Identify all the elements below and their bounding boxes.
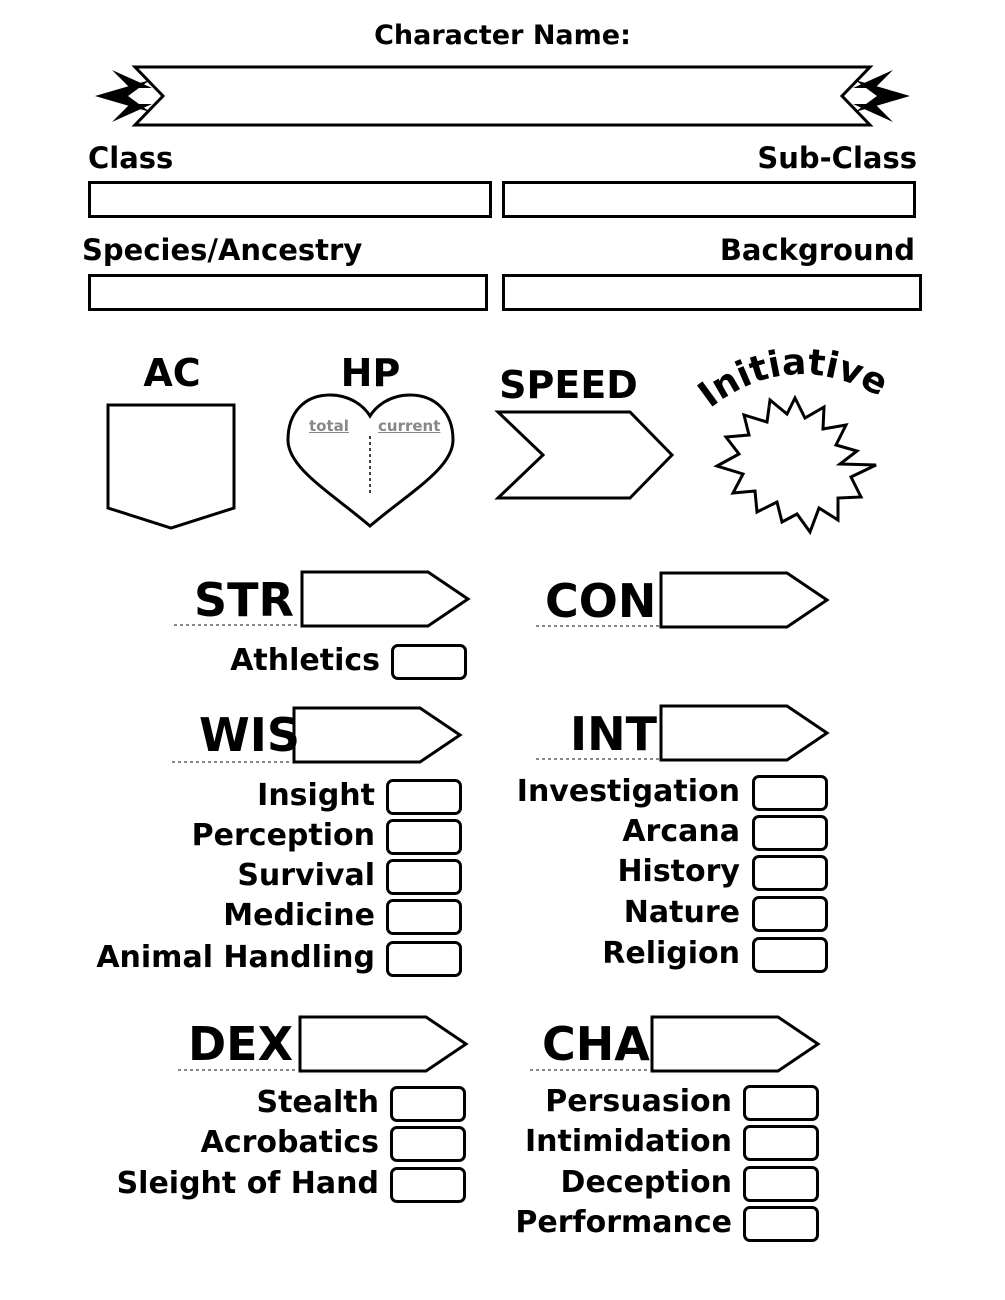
skill-box-performance[interactable] [743, 1206, 819, 1242]
skill-box-acrobatics[interactable] [390, 1126, 466, 1162]
wis-score-field[interactable] [298, 712, 418, 758]
int-score-field[interactable] [665, 710, 785, 756]
con-label: CON [545, 574, 657, 628]
skill-label-survival: Survival [237, 858, 375, 893]
hp-total-label: total [309, 417, 349, 435]
skill-label-insight: Insight [257, 778, 375, 813]
skill-label-persuasion: Persuasion [545, 1084, 732, 1119]
ac-label: AC [143, 351, 201, 395]
skill-box-insight[interactable] [386, 779, 462, 815]
str-score-field[interactable] [306, 576, 426, 622]
subclass-label: Sub-Class [757, 141, 917, 175]
skill-box-deception[interactable] [743, 1166, 819, 1202]
species-label: Species/Ancestry [82, 233, 363, 267]
skill-label-history: History [617, 854, 740, 889]
character-name-label: Character Name: [374, 20, 631, 51]
hp-label: HP [340, 351, 401, 395]
skill-box-sleight-of-hand[interactable] [390, 1167, 466, 1203]
skill-label-religion: Religion [602, 936, 740, 971]
skill-label-intimidation: Intimidation [525, 1124, 732, 1159]
skill-box-persuasion[interactable] [743, 1085, 819, 1121]
skill-box-intimidation[interactable] [743, 1125, 819, 1161]
dex-score-field[interactable] [304, 1021, 424, 1067]
skill-box-perception[interactable] [386, 819, 462, 855]
str-label: STR [194, 573, 294, 627]
skill-label-acrobatics: Acrobatics [200, 1125, 379, 1160]
class-label: Class [88, 141, 174, 175]
skill-label-animal-handling: Animal Handling [96, 940, 375, 975]
background-label: Background [719, 233, 915, 267]
skill-box-stealth[interactable] [390, 1086, 466, 1122]
skill-label-nature: Nature [623, 895, 740, 930]
int-label: INT [570, 707, 657, 761]
cha-score-field[interactable] [656, 1021, 776, 1067]
dex-label: DEX [188, 1017, 294, 1071]
skill-label-sleight-of-hand: Sleight of Hand [116, 1166, 379, 1201]
skill-box-medicine[interactable] [386, 899, 462, 935]
skill-box-arcana[interactable] [752, 815, 828, 851]
skill-label-medicine: Medicine [223, 898, 375, 933]
skill-label-deception: Deception [560, 1165, 732, 1200]
skill-box-investigation[interactable] [752, 775, 828, 811]
con-score-field[interactable] [665, 577, 785, 623]
skill-box-history[interactable] [752, 855, 828, 891]
skill-box-nature[interactable] [752, 896, 828, 932]
speed-label: SPEED [499, 363, 638, 407]
skill-label-stealth: Stealth [256, 1085, 379, 1120]
skill-label-perception: Perception [191, 818, 375, 853]
skill-box-athletics[interactable] [391, 644, 467, 680]
skill-label-arcana: Arcana [622, 814, 740, 849]
skill-label-investigation: Investigation [516, 774, 740, 809]
skill-box-animal-handling[interactable] [386, 941, 462, 977]
wis-label: WIS [199, 708, 300, 762]
initiative-label: Initiative [690, 341, 895, 416]
skill-label-performance: Performance [515, 1205, 732, 1240]
skill-label-athletics: Athletics [230, 643, 380, 678]
cha-label: CHA [542, 1017, 650, 1071]
hp-current-label: current [378, 417, 441, 435]
skill-box-survival[interactable] [386, 859, 462, 895]
skill-box-religion[interactable] [752, 937, 828, 973]
